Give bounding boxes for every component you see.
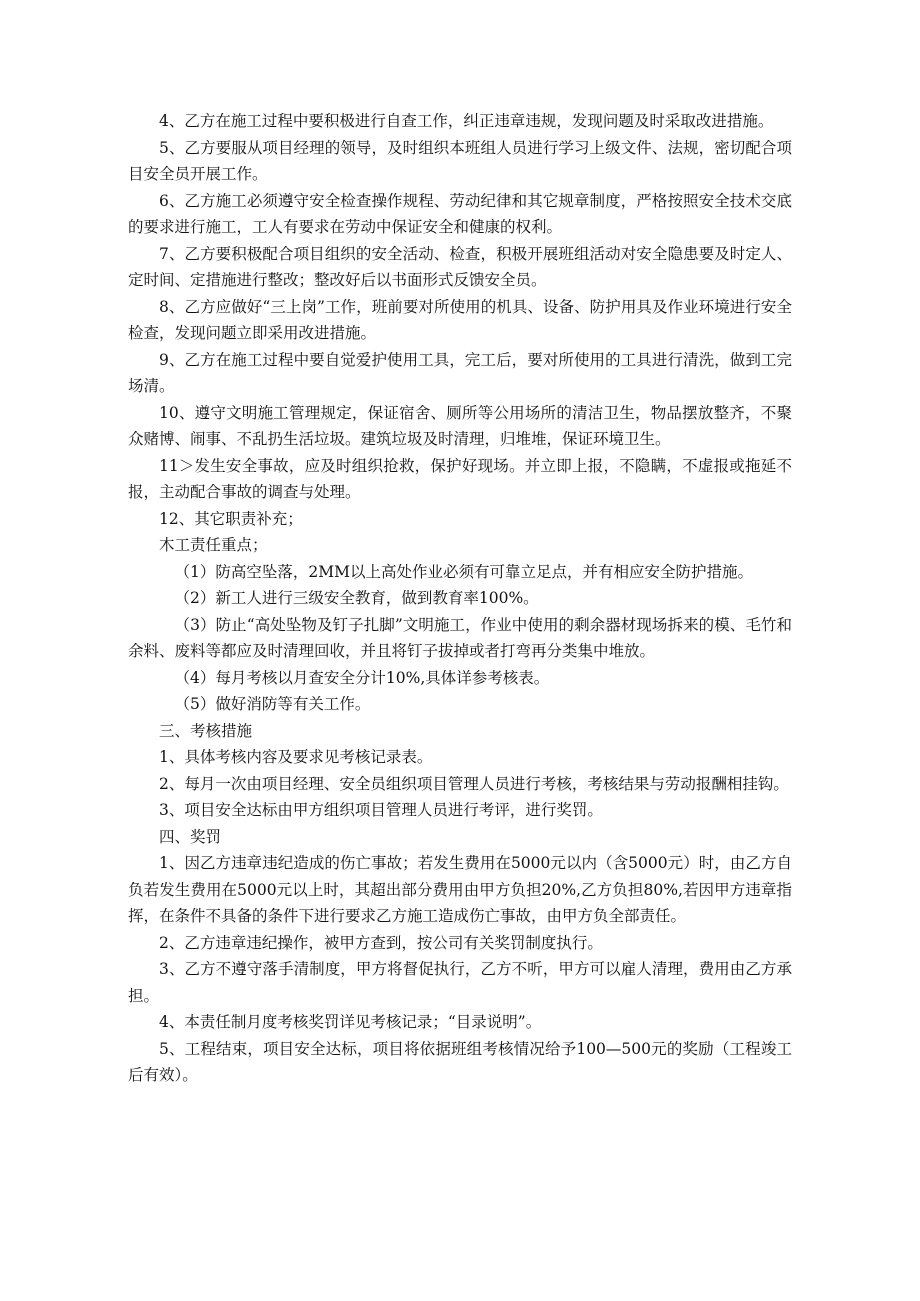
paragraph-item-11: 11＞发生安全事故，应及时组织抢救，保护好现场。并立即上报，不隐瞒，不虚报或拖延不报，主动配合事故的调查与处理。: [128, 456, 792, 501]
rewards-item-4: 4、本责任制月度考核奖罚详见考核记录；“目录说明”。: [159, 1013, 542, 1031]
section-heading-assessment: 三、考核措施: [159, 721, 253, 740]
carpentry-point-1: （1）防高空坠落，2MM以上高处作业必须有可靠立足点，并有相应安全防护措施。: [174, 562, 753, 581]
section-heading-rewards: 四、奖罚: [159, 827, 222, 846]
document-page: [128, 108, 792, 1089]
carpentry-point-3: （3）防止“高处坠物及钉子扎脚”文明施工，作业中使用的剩余器材现场拆来的模、毛竹和余料、废料等都应及时清理回收，并且将钉子拔掉或者打弯再分类集中堆放。: [128, 615, 792, 660]
paragraph-item-9: 9、乙方在施工过程中要自觉爱护使用工具，完工后，要对所使用的工具进行清洗，做到工完场清。: [128, 350, 792, 395]
rewards-item-5: 5、工程结束，项目安全达标，项目将依据班组考核情况给予100—500元的奖励（工程竣工后有效）。: [128, 1039, 792, 1084]
paragraph-item-6: 6、乙方施工必须遵守安全检查操作规程、劳动纪律和其它规章制度，严格按照安全技术交底的要求进行施工，工人有要求在劳动中保证安全和健康的权利。: [128, 191, 792, 236]
paragraph-item-12: 12、其它职责补充；: [159, 509, 303, 528]
rewards-item-2: 2、乙方违章违纪操作，被甲方查到，按公司有关奖罚制度执行。: [159, 933, 603, 952]
paragraph-item-4: 4、乙方在施工过程中要积极进行自查工作，纠正违章违规，发现问题及时采取改进措施。: [159, 112, 774, 130]
paragraph-item-10: 10、遵守文明施工管理规定，保证宿舍、厕所等公用场所的清洁卫生，物品摆放整齐，不聚众赌博、闹事、不乱扔生活垃圾。建筑垃圾及时清理，归堆堆，保证环境卫生。: [128, 403, 792, 448]
carpentry-heading: 木工责任重点；: [159, 536, 268, 554]
paragraph-item-7: 7、乙方要积极配合项目组织的安全活动、检查，积极开展班组活动对安全隐患要及时定人、定时间、定措施进行整改；整改好后以书面形式反馈安全员。: [128, 244, 792, 289]
rewards-item-3: 3、乙方不遵守落手清制度，甲方将督促执行，乙方不听，甲方可以雇人清理，费用由乙方承担。: [128, 960, 792, 1005]
carpentry-point-2: （2）新工人进行三级安全教育，做到教育率100%。: [174, 589, 539, 607]
assessment-item-1: 1、具体考核内容及要求见考核记录表。: [159, 748, 433, 766]
rewards-item-1: 1、因乙方违章违纪造成的伤亡事故；若发生费用在5000元以内（含5000元）时，由乙方自负若发生费用在5000元以上时，其超出部分费用由甲方负担20%,乙方负担80%,若因甲方违章指挥，在条件不具备的条件下进行要求乙方施工造成伤亡事故，由甲方负全部责任。: [128, 854, 792, 925]
carpentry-point-5: （5）做好消防等有关工作。: [174, 695, 371, 713]
paragraph-item-5: 5、乙方要服从项目经理的领导，及时组织本班组人员进行学习上级文件、法规，密切配合项目安全员开展工作。: [128, 138, 792, 183]
paragraph-item-8: 8、乙方应做好“三上岗”工作，班前要对所使用的机具、设备、防护用具及作业环境进行安全检查，发现问题立即采用改进措施。: [128, 297, 792, 342]
assessment-item-2: 2、每月一次由项目经理、安全员组织项目管理人员进行考核，考核结果与劳动报酬相挂钩。: [159, 774, 789, 793]
carpentry-point-4: （4）每月考核以月查安全分计10%,具体详参考核表。: [174, 668, 550, 687]
assessment-item-3: 3、项目安全达标由甲方组织项目管理人员进行考评，进行奖罚。: [159, 801, 603, 819]
